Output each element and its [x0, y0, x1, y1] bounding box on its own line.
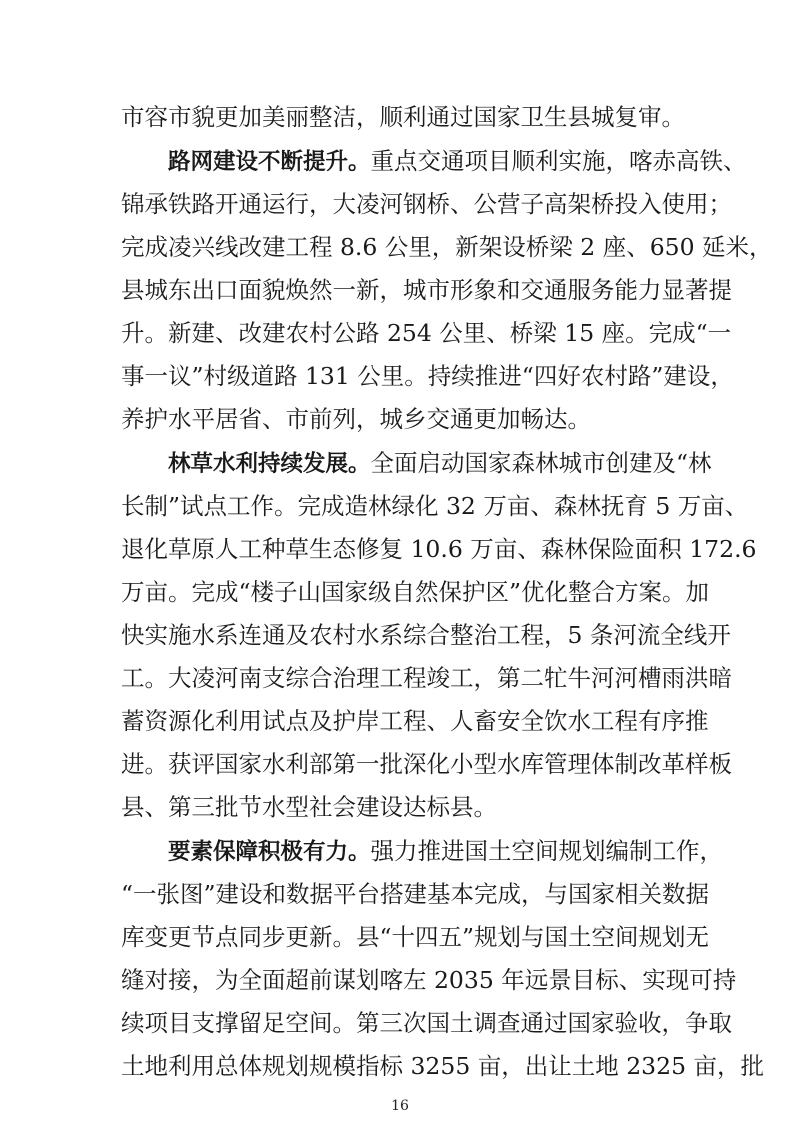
body-text-line: 蓄资源化利用试点及护岸工程、人畜安全饮水工程有序推 — [121, 707, 709, 735]
body-text-line: 市容市貌更加美丽整洁，顺利通过国家卫生县城复审。 — [121, 103, 685, 131]
body-text-line: 要素保障积极有力。强力推进国土空间规划编制工作， — [168, 837, 724, 865]
body-text-line: 锦承铁路开通运行，大凌河钢桥、公营子高架桥投入使用； — [121, 190, 732, 218]
section-heading: 林草水利持续发展。 — [168, 451, 371, 477]
body-text-line: 万亩。完成“楼子山国家级自然保护区”优化整合方案。加 — [121, 578, 710, 606]
body-text-line: 续项目支撑留足空间。第三次国土调查通过国家验收，争取 — [121, 1009, 732, 1037]
page-number: 16 — [391, 1098, 409, 1114]
body-text-line: 完成凌兴线改建工程 8.6 公里，新架设桥梁 2 座、650 延米， — [121, 233, 773, 261]
body-text-line: 路网建设不断提升。重点交通项目顺利实施，喀赤高铁、 — [168, 147, 747, 175]
body-text-line: “一张图”建设和数据平台搭建基本完成，与国家相关数据 — [121, 880, 710, 908]
body-text-line: 长制”试点工作。完成造林绿化 32 万亩、森林抚育 5 万亩、 — [121, 492, 749, 520]
body-text-line: 进。获评国家水利部第一批深化小型水库管理体制改革样板 — [121, 750, 732, 778]
body-text-line: 工。大凌河南支综合治理工程竣工，第二牤牛河河槽雨洪暗 — [121, 664, 732, 692]
body-text-line: 县城东出口面貌焕然一新，城市形象和交通服务能力显著提 — [121, 276, 732, 304]
body-text-line: 县、第三批节水型社会建设达标县。 — [121, 793, 497, 821]
body-text-line: 快实施水系连通及农村水系综合整治工程，5 条河流全线开 — [121, 621, 731, 649]
body-text-line: 库变更节点同步更新。县“十四五”规划与国土空间规划无 — [121, 923, 710, 951]
section-heading: 路网建设不断提升。 — [168, 149, 371, 175]
body-text-line: 缝对接，为全面超前谋划喀左 2035 年远景目标、实现可持 — [121, 966, 737, 994]
body-text-line: 养护水平居省、市前列，城乡交通更加畅达。 — [121, 405, 591, 433]
body-text-line: 林草水利持续发展。全面启动国家森林城市创建及“林 — [168, 449, 712, 477]
section-heading: 要素保障积极有力。 — [168, 839, 371, 865]
body-text-line: 事一议”村级道路 131 公里。持续推进“四好农村路”建设， — [121, 362, 734, 390]
body-text-line: 退化草原人工种草生态修复 10.6 万亩、森林保险面积 172.6 — [121, 535, 757, 563]
body-text-line: 升。新建、改建农村公路 254 公里、桥梁 15 座。完成“一 — [121, 319, 732, 347]
body-text-line: 土地利用总体规划规模指标 3255 亩，出让土地 2325 亩，批 — [121, 1052, 764, 1080]
